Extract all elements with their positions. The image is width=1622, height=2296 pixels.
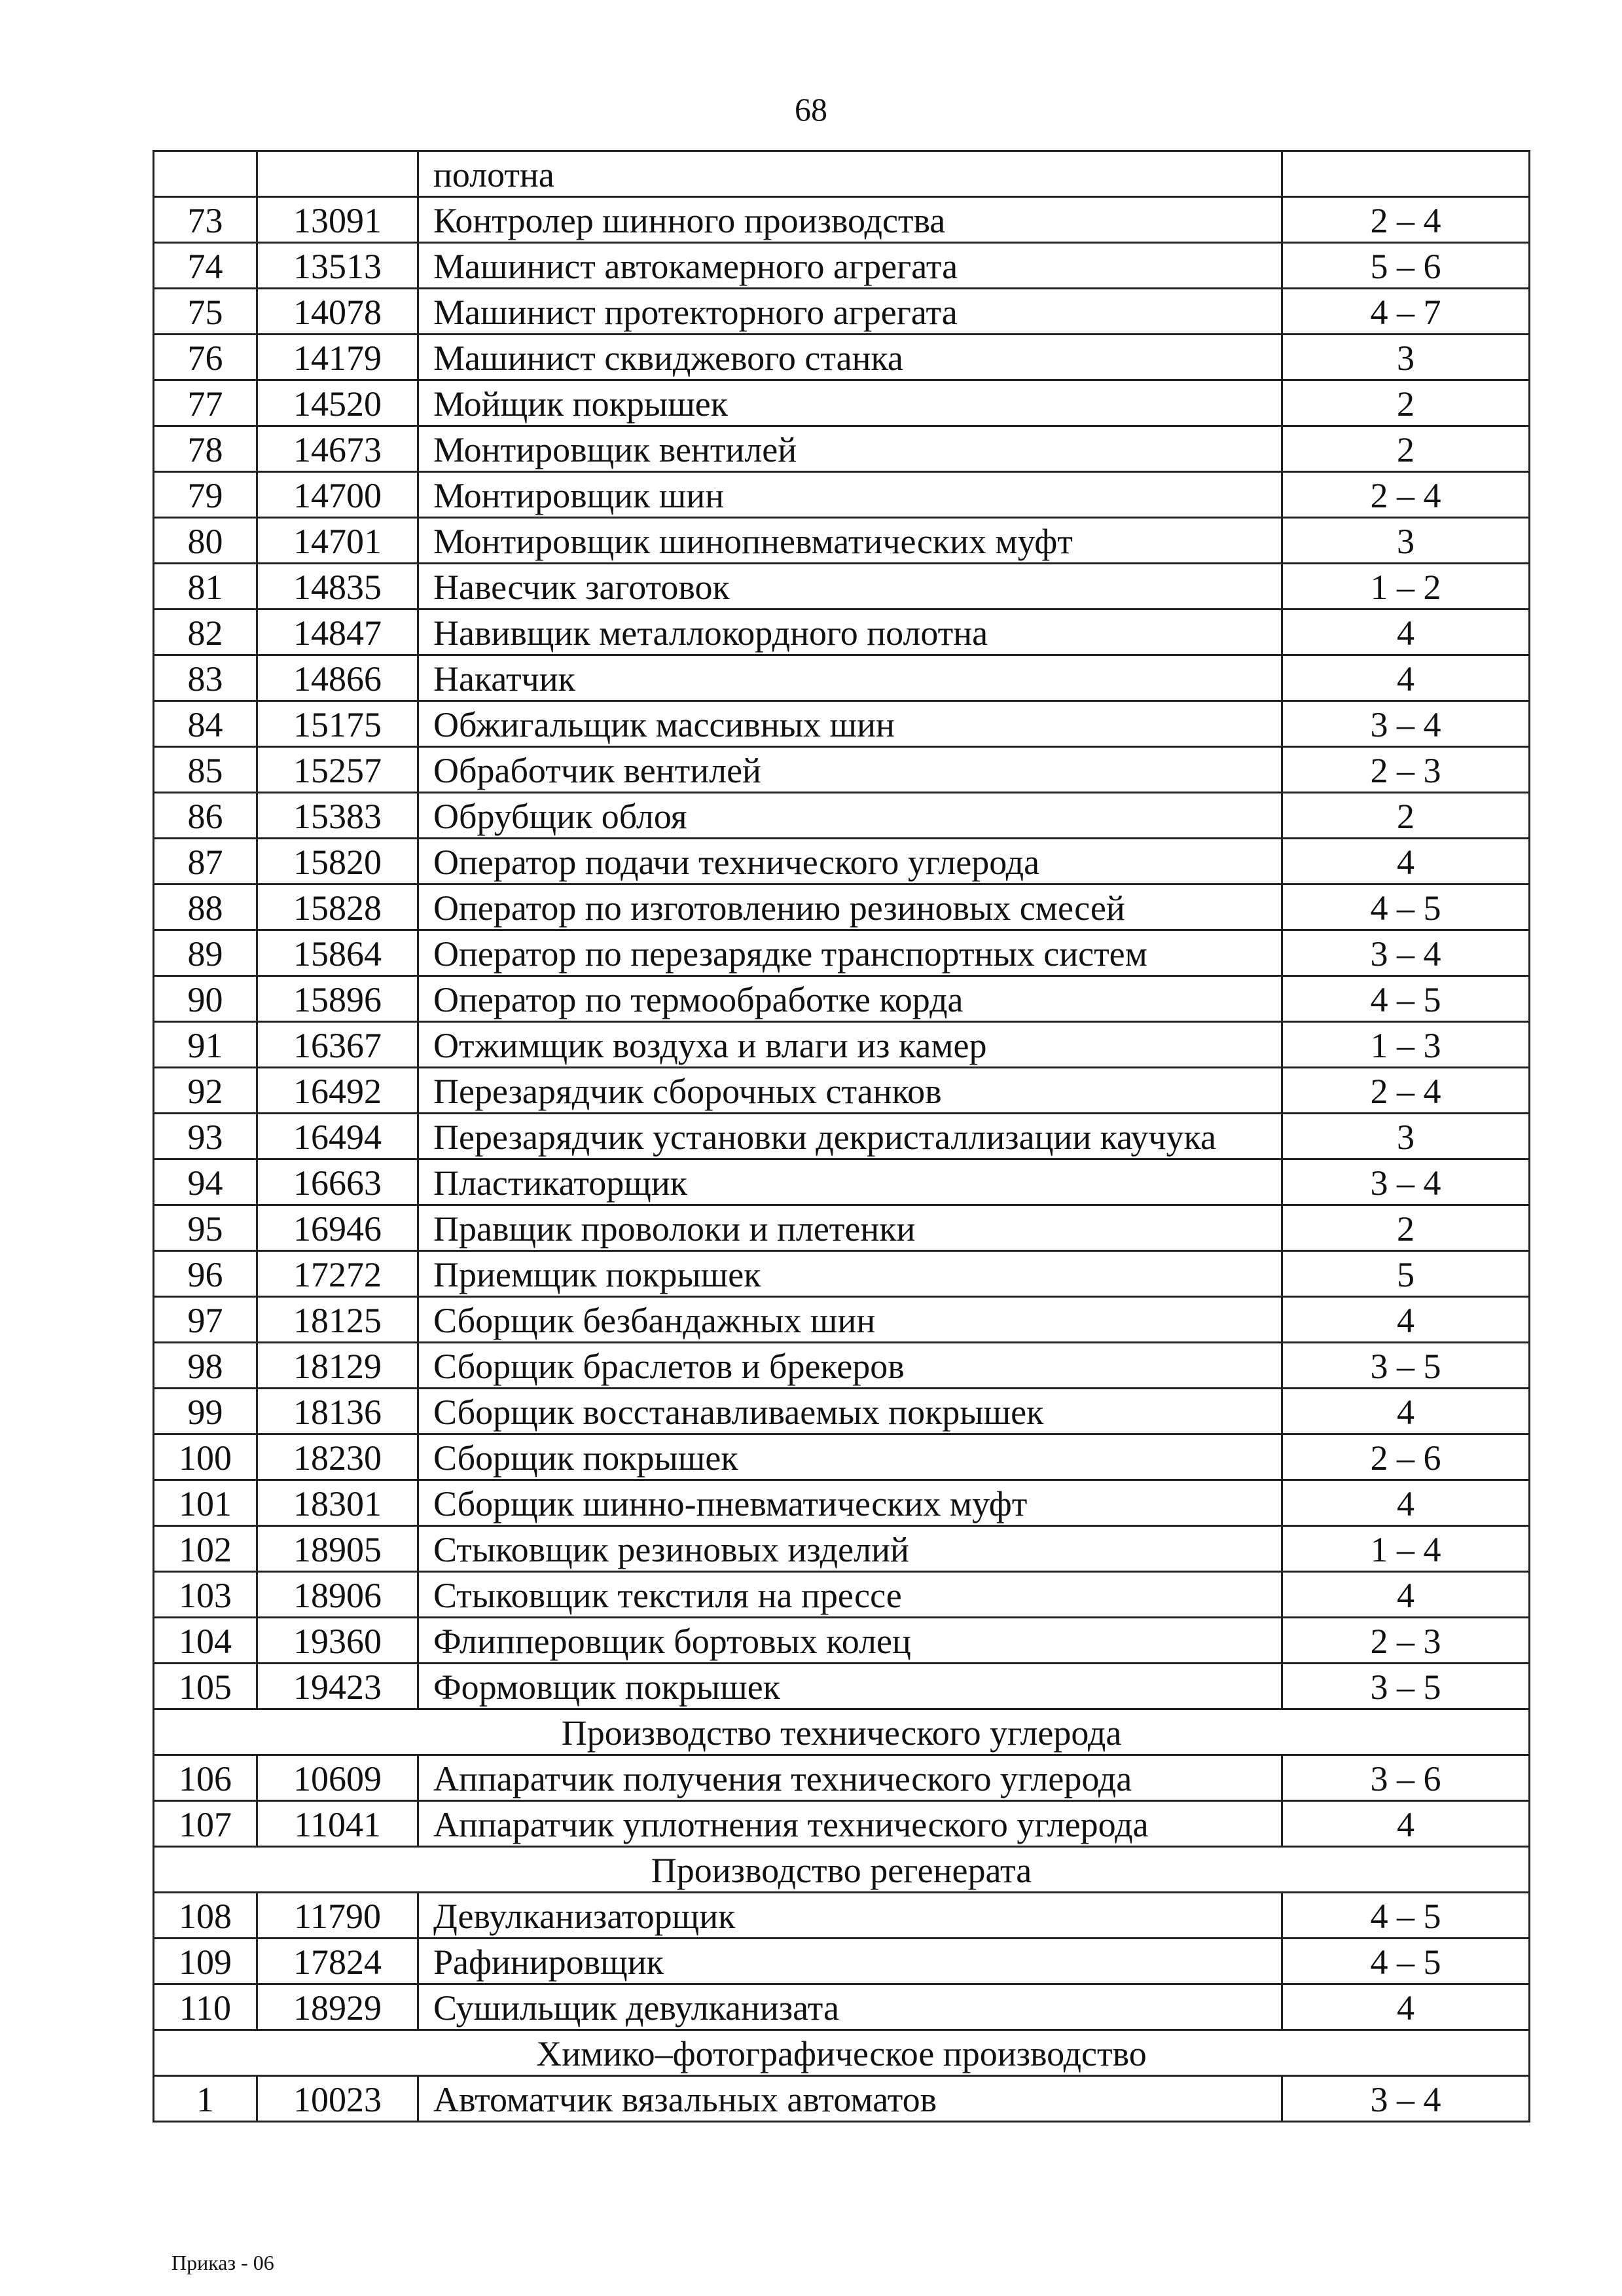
cell-name: Сборщик покрышек xyxy=(418,1434,1282,1480)
cell-num: 98 xyxy=(154,1343,257,1389)
cell-code: 14078 xyxy=(257,289,418,335)
cell-grade: 3 – 4 xyxy=(1282,2076,1530,2122)
cell-name: Сборщик шинно-пневматических муфт xyxy=(418,1480,1282,1526)
cell-code: 14673 xyxy=(257,426,418,472)
page-number: 68 xyxy=(795,91,827,128)
cell-grade: 3 xyxy=(1282,335,1530,380)
table-row xyxy=(154,1893,1530,1939)
cell-grade: 2 xyxy=(1282,380,1530,426)
table-row xyxy=(154,1618,1530,1664)
cell-code: 15864 xyxy=(257,930,418,976)
table-row xyxy=(154,1664,1530,1709)
table-row xyxy=(154,655,1530,701)
cell-num: 101 xyxy=(154,1480,257,1526)
cell-code: 14866 xyxy=(257,655,418,701)
cell-num: 93 xyxy=(154,1114,257,1159)
cell-grade: 1 – 4 xyxy=(1282,1526,1530,1572)
cell-num: 79 xyxy=(154,472,257,518)
cell-code: 10609 xyxy=(257,1755,418,1801)
cell-name: Монтировщик шин xyxy=(418,472,1282,518)
cell-num: 107 xyxy=(154,1801,257,1847)
cell-name: Машинист сквиджевого станка xyxy=(418,335,1282,380)
cell-name: Монтировщик вентилей xyxy=(418,426,1282,472)
cell-grade: 4 – 5 xyxy=(1282,1939,1530,1984)
cell-num: 105 xyxy=(154,1664,257,1709)
cell-num: 97 xyxy=(154,1297,257,1343)
table-row xyxy=(154,564,1530,610)
cell-grade: 2 – 4 xyxy=(1282,472,1530,518)
cell-grade: 1 – 2 xyxy=(1282,564,1530,610)
table-row xyxy=(154,839,1530,884)
cell-name: Обработчик вентилей xyxy=(418,747,1282,793)
cell-name: Обжигальщик массивных шин xyxy=(418,701,1282,747)
cell-code: 13513 xyxy=(257,243,418,289)
table-row xyxy=(154,976,1530,1022)
table-row xyxy=(154,1984,1530,2030)
cell-name: Сборщик браслетов и брекеров xyxy=(418,1343,1282,1389)
table-row xyxy=(154,1801,1530,1847)
table-row xyxy=(154,472,1530,518)
cell-grade: 2 – 4 xyxy=(1282,197,1530,243)
cell-num: 103 xyxy=(154,1572,257,1618)
cell-num: 94 xyxy=(154,1159,257,1205)
cell-grade: 4 xyxy=(1282,839,1530,884)
cell-name: Перезарядчик установки декристаллизации каучука xyxy=(418,1114,1282,1159)
cell-grade: 4 – 5 xyxy=(1282,1893,1530,1939)
cell-code: 19360 xyxy=(257,1618,418,1664)
table-row xyxy=(154,1755,1530,1801)
cell-num: 96 xyxy=(154,1251,257,1297)
cell-grade: 4 – 5 xyxy=(1282,976,1530,1022)
table-row xyxy=(154,1114,1530,1159)
table-row xyxy=(154,610,1530,655)
cell-name: Машинист автокамерного агрегата xyxy=(418,243,1282,289)
cell-name: Рафинировщик xyxy=(418,1939,1282,1984)
cell-num: 85 xyxy=(154,747,257,793)
table-row xyxy=(154,1068,1530,1114)
table-row xyxy=(154,1343,1530,1389)
cell-code: 16492 xyxy=(257,1068,418,1114)
cell-code: 18136 xyxy=(257,1389,418,1434)
cell-num: 75 xyxy=(154,289,257,335)
table-row xyxy=(154,1159,1530,1205)
cell-name: Формовщик покрышек xyxy=(418,1664,1282,1709)
cell-code: 10023 xyxy=(257,2076,418,2122)
cell-num: 86 xyxy=(154,793,257,839)
cell-name: Аппаратчик уплотнения технического углерода xyxy=(418,1801,1282,1847)
table-row xyxy=(154,793,1530,839)
cell-name: Аппаратчик получения технического углерода xyxy=(418,1755,1282,1801)
cell-name: Обрубщик облоя xyxy=(418,793,1282,839)
cell-grade: 4 xyxy=(1282,1984,1530,2030)
cell-code xyxy=(257,151,418,197)
section-heading: Производство регенерата xyxy=(154,1847,1530,1893)
cell-code: 18230 xyxy=(257,1434,418,1480)
cell-name: Сушильщик девулканизата xyxy=(418,1984,1282,2030)
table-row xyxy=(154,1297,1530,1343)
cell-num: 91 xyxy=(154,1022,257,1068)
cell-num: 110 xyxy=(154,1984,257,2030)
cell-code: 11041 xyxy=(257,1801,418,1847)
cell-code: 15828 xyxy=(257,884,418,930)
cell-num: 83 xyxy=(154,655,257,701)
cell-num: 92 xyxy=(154,1068,257,1114)
cell-name: Сборщик восстанавливаемых покрышек xyxy=(418,1389,1282,1434)
cell-code: 15820 xyxy=(257,839,418,884)
cell-code: 18906 xyxy=(257,1572,418,1618)
cell-grade: 2 – 3 xyxy=(1282,747,1530,793)
cell-code: 15257 xyxy=(257,747,418,793)
cell-num: 76 xyxy=(154,335,257,380)
table-row xyxy=(154,197,1530,243)
cell-grade: 3 – 5 xyxy=(1282,1664,1530,1709)
cell-grade: 3 – 6 xyxy=(1282,1755,1530,1801)
cell-grade: 2 – 3 xyxy=(1282,1618,1530,1664)
cell-name: Правщик проволоки и плетенки xyxy=(418,1205,1282,1251)
table-row xyxy=(154,335,1530,380)
cell-code: 18125 xyxy=(257,1297,418,1343)
cell-name: Перезарядчик сборочных станков xyxy=(418,1068,1282,1114)
cell-name: Автоматчик вязальных автоматов xyxy=(418,2076,1282,2122)
cell-name: Приемщик покрышек xyxy=(418,1251,1282,1297)
cell-name: Оператор по изготовлению резиновых смесей xyxy=(418,884,1282,930)
cell-grade: 4 – 5 xyxy=(1282,884,1530,930)
cell-code: 16663 xyxy=(257,1159,418,1205)
table-row xyxy=(154,701,1530,747)
cell-num xyxy=(154,151,257,197)
cell-code: 17272 xyxy=(257,1251,418,1297)
table-row xyxy=(154,426,1530,472)
cell-grade: 4 xyxy=(1282,1389,1530,1434)
section-row xyxy=(154,2030,1530,2076)
cell-code: 19423 xyxy=(257,1664,418,1709)
cell-code: 14835 xyxy=(257,564,418,610)
professions-table xyxy=(153,150,1530,2123)
cell-grade: 2 – 6 xyxy=(1282,1434,1530,1480)
cell-num: 108 xyxy=(154,1893,257,1939)
cell-name: Машинист протекторного агрегата xyxy=(418,289,1282,335)
cell-name: Монтировщик шинопневматических муфт xyxy=(418,518,1282,564)
table-row xyxy=(154,747,1530,793)
cell-num: 80 xyxy=(154,518,257,564)
cell-code: 14700 xyxy=(257,472,418,518)
cell-grade: 2 – 4 xyxy=(1282,1068,1530,1114)
cell-grade: 3 – 4 xyxy=(1282,1159,1530,1205)
table-row xyxy=(154,1389,1530,1434)
cell-name: Навесчик заготовок xyxy=(418,564,1282,610)
cell-name: Отжимщик воздуха и влаги из камер xyxy=(418,1022,1282,1068)
cell-num: 73 xyxy=(154,197,257,243)
table-row xyxy=(154,518,1530,564)
cell-grade: 2 xyxy=(1282,426,1530,472)
cell-num: 99 xyxy=(154,1389,257,1434)
cell-code: 14520 xyxy=(257,380,418,426)
table-row xyxy=(154,151,1530,197)
cell-num: 81 xyxy=(154,564,257,610)
cell-name: Стыковщик резиновых изделий xyxy=(418,1526,1282,1572)
cell-code: 15383 xyxy=(257,793,418,839)
cell-num: 104 xyxy=(154,1618,257,1664)
cell-grade: 4 xyxy=(1282,655,1530,701)
cell-name: Стыковщик текстиля на прессе xyxy=(418,1572,1282,1618)
cell-grade: 2 xyxy=(1282,1205,1530,1251)
cell-code: 11790 xyxy=(257,1893,418,1939)
cell-code: 16494 xyxy=(257,1114,418,1159)
table-row xyxy=(154,1572,1530,1618)
table-row xyxy=(154,884,1530,930)
cell-grade: 4 xyxy=(1282,1480,1530,1526)
cell-num: 100 xyxy=(154,1434,257,1480)
cell-code: 18905 xyxy=(257,1526,418,1572)
cell-num: 88 xyxy=(154,884,257,930)
cell-name: Сборщик безбандажных шин xyxy=(418,1297,1282,1343)
cell-code: 15175 xyxy=(257,701,418,747)
table-row xyxy=(154,2076,1530,2122)
cell-code: 14847 xyxy=(257,610,418,655)
table-row xyxy=(154,930,1530,976)
cell-name: Навивщик металлокордного полотна xyxy=(418,610,1282,655)
cell-code: 16367 xyxy=(257,1022,418,1068)
cell-grade: 3 xyxy=(1282,1114,1530,1159)
cell-name: полотна xyxy=(418,151,1282,197)
cell-num: 74 xyxy=(154,243,257,289)
cell-name: Контролер шинного производства xyxy=(418,197,1282,243)
cell-name: Оператор подачи технического углерода xyxy=(418,839,1282,884)
cell-grade: 3 – 5 xyxy=(1282,1343,1530,1389)
cell-code: 16946 xyxy=(257,1205,418,1251)
cell-num: 1 xyxy=(154,2076,257,2122)
cell-num: 82 xyxy=(154,610,257,655)
footer-label: Приказ - 06 xyxy=(171,2251,274,2274)
table-row xyxy=(154,243,1530,289)
cell-num: 84 xyxy=(154,701,257,747)
cell-num: 87 xyxy=(154,839,257,884)
cell-code: 18929 xyxy=(257,1984,418,2030)
cell-code: 17824 xyxy=(257,1939,418,1984)
cell-code: 14179 xyxy=(257,335,418,380)
table-row xyxy=(154,1434,1530,1480)
section-row xyxy=(154,1847,1530,1893)
table-row xyxy=(154,289,1530,335)
cell-num: 78 xyxy=(154,426,257,472)
cell-grade: 4 xyxy=(1282,1801,1530,1847)
cell-name: Оператор по термообработке корда xyxy=(418,976,1282,1022)
table-row xyxy=(154,1526,1530,1572)
section-heading: Химико–фотографическое производство xyxy=(154,2030,1530,2076)
cell-grade: 4 xyxy=(1282,1572,1530,1618)
table-row xyxy=(154,1480,1530,1526)
cell-grade: 5 xyxy=(1282,1251,1530,1297)
cell-name: Пластикаторщик xyxy=(418,1159,1282,1205)
section-heading: Производство технического углерода xyxy=(154,1709,1530,1755)
table-row xyxy=(154,1205,1530,1251)
cell-code: 18301 xyxy=(257,1480,418,1526)
cell-name: Флипперовщик бортовых колец xyxy=(418,1618,1282,1664)
cell-name: Мойщик покрышек xyxy=(418,380,1282,426)
cell-grade: 3 xyxy=(1282,518,1530,564)
table-row xyxy=(154,1251,1530,1297)
cell-grade: 3 – 4 xyxy=(1282,701,1530,747)
table-row xyxy=(154,1939,1530,1984)
cell-code: 15896 xyxy=(257,976,418,1022)
cell-grade: 5 – 6 xyxy=(1282,243,1530,289)
cell-num: 77 xyxy=(154,380,257,426)
table-body xyxy=(154,151,1530,2122)
cell-code: 14701 xyxy=(257,518,418,564)
cell-grade: 2 xyxy=(1282,793,1530,839)
cell-grade: 4 xyxy=(1282,1297,1530,1343)
cell-grade xyxy=(1282,151,1530,197)
cell-num: 109 xyxy=(154,1939,257,1984)
cell-num: 106 xyxy=(154,1755,257,1801)
cell-grade: 1 – 3 xyxy=(1282,1022,1530,1068)
section-row xyxy=(154,1709,1530,1755)
table-row xyxy=(154,1022,1530,1068)
cell-name: Оператор по перезарядке транспортных систем xyxy=(418,930,1282,976)
cell-code: 13091 xyxy=(257,197,418,243)
cell-grade: 3 – 4 xyxy=(1282,930,1530,976)
cell-code: 18129 xyxy=(257,1343,418,1389)
cell-name: Накатчик xyxy=(418,655,1282,701)
cell-num: 102 xyxy=(154,1526,257,1572)
cell-num: 90 xyxy=(154,976,257,1022)
table-row xyxy=(154,380,1530,426)
cell-num: 95 xyxy=(154,1205,257,1251)
cell-num: 89 xyxy=(154,930,257,976)
cell-grade: 4 xyxy=(1282,610,1530,655)
cell-grade: 4 – 7 xyxy=(1282,289,1530,335)
cell-name: Девулканизаторщик xyxy=(418,1893,1282,1939)
